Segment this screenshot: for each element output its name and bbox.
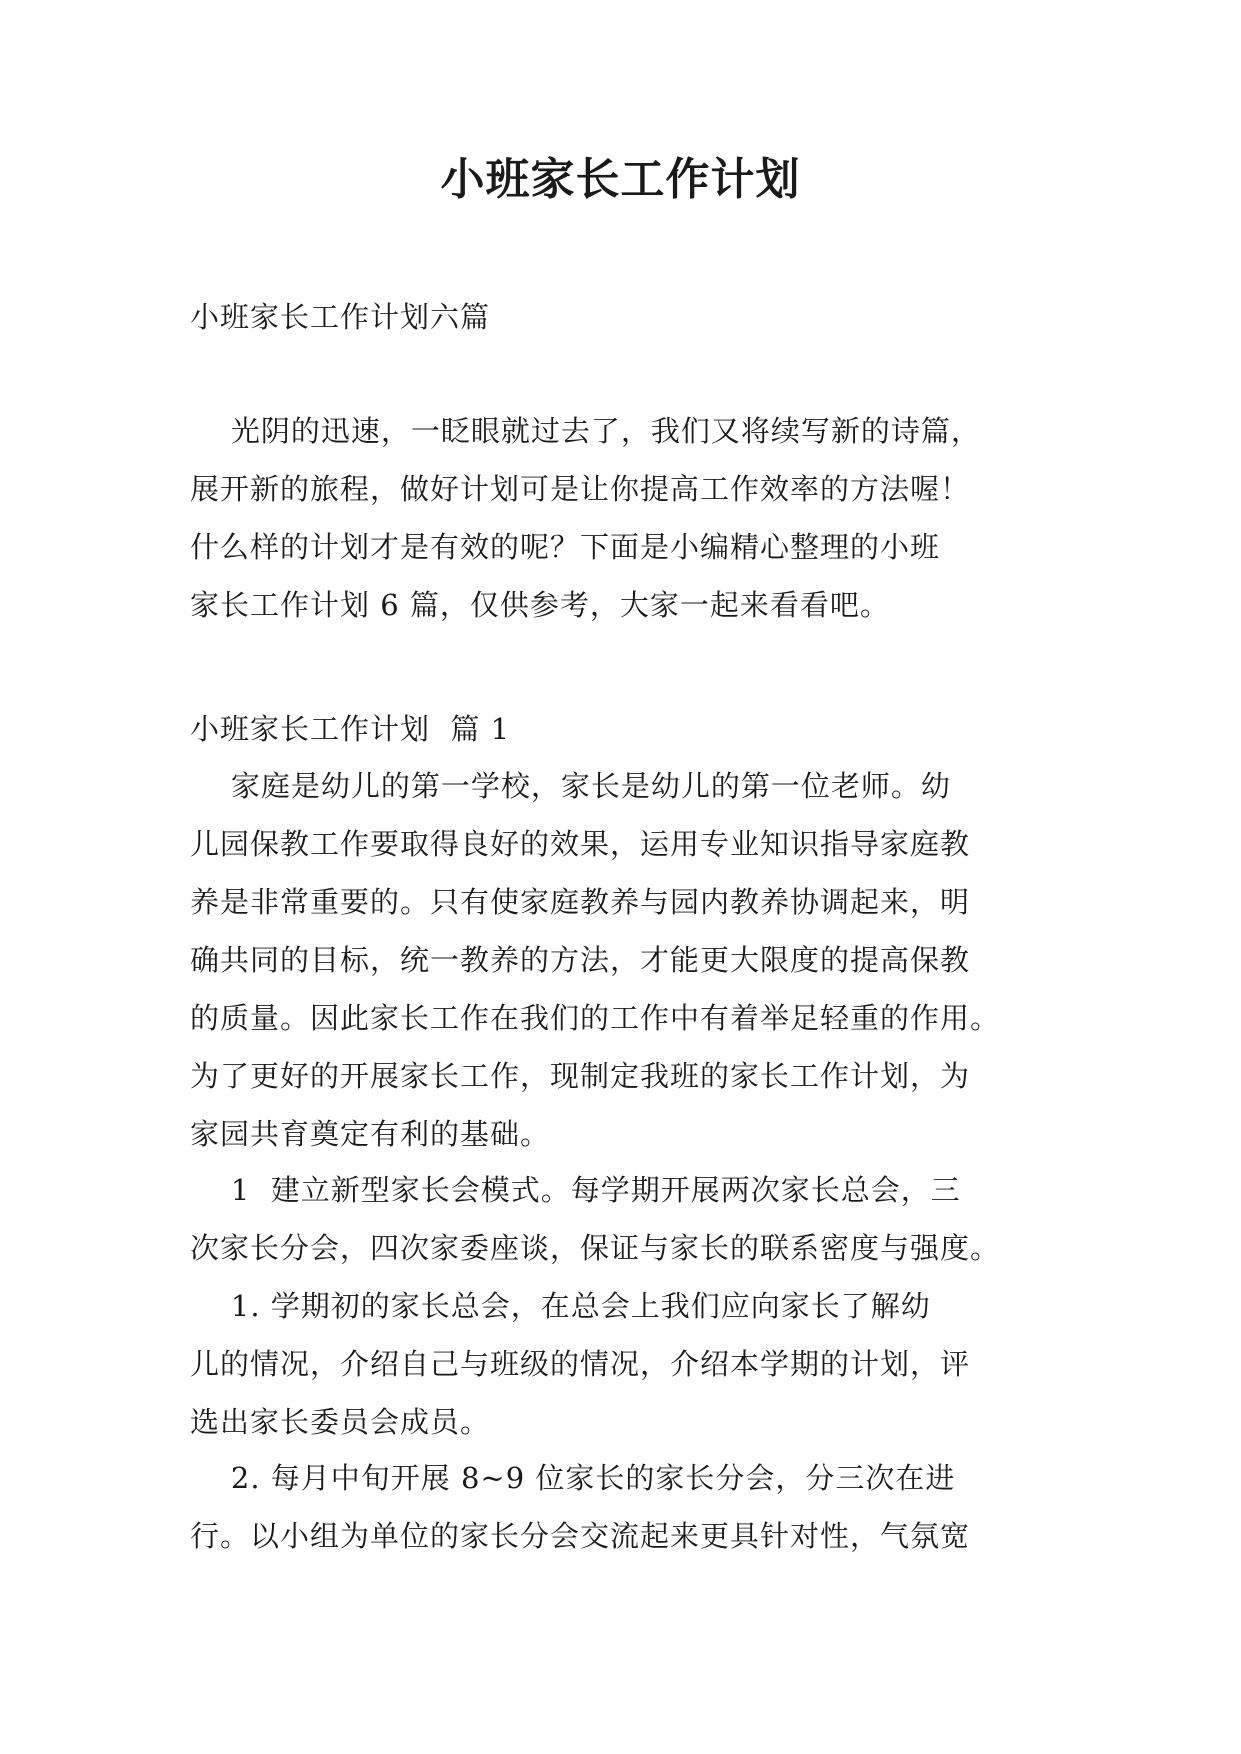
body-paragraph-1: 家庭是幼儿的第一学校，家长是幼儿的第一位老师。幼 儿园保教工作要取得良好的效果，运用专业知识指导家庭教 养是非常重要的。只有使家庭教养与园内教养协调起来，明 确共同的目标，统一教养的方法，才能更大限度的提高保教 的质量。因此家长工作在我们的工作中有着举足轻重的作用。 为了更好的开展家长工作，现制定我班的家长工作计划，为 家园共育奠定有利的基础。	[190, 769, 1001, 1151]
intro-paragraph: 光阴的迅速，一眨眼就过去了，我们又将续写新的诗篇， 展开新的旅程，做好计划可是让你提高工作效率的方法喔！ 什么样的计划才是有效的呢？下面是小编精心整理的小班 家长工作计划 6 篇，仅供参考，大家一起来看看吧。	[190, 414, 981, 622]
body-paragraph-2: 1 建立新型家长会模式。每学期开展两次家长总会，三 次家长分会，四次家委座谈，保证与家长的联系密度与强度。	[190, 1173, 1001, 1265]
body-paragraph-3: 1. 学期初的家长总会，在总会上我们应向家长了解幼 儿的情况，介绍自己与班级的情况，介绍本学期的计划，评 选出家长委员会成员。	[190, 1289, 971, 1439]
section-heading: 小班家长工作计划 篇 1	[190, 712, 511, 746]
document-subtitle: 小班家长工作计划六篇	[190, 300, 491, 334]
body-paragraph-4: 2. 每月中旬开展 8~9 位家长的家长分会，分三次在进 行。以小组为单位的家长分会交流起来更具针对性，气氛宽	[190, 1461, 971, 1553]
document-title: 小班家长工作计划	[440, 154, 801, 205]
